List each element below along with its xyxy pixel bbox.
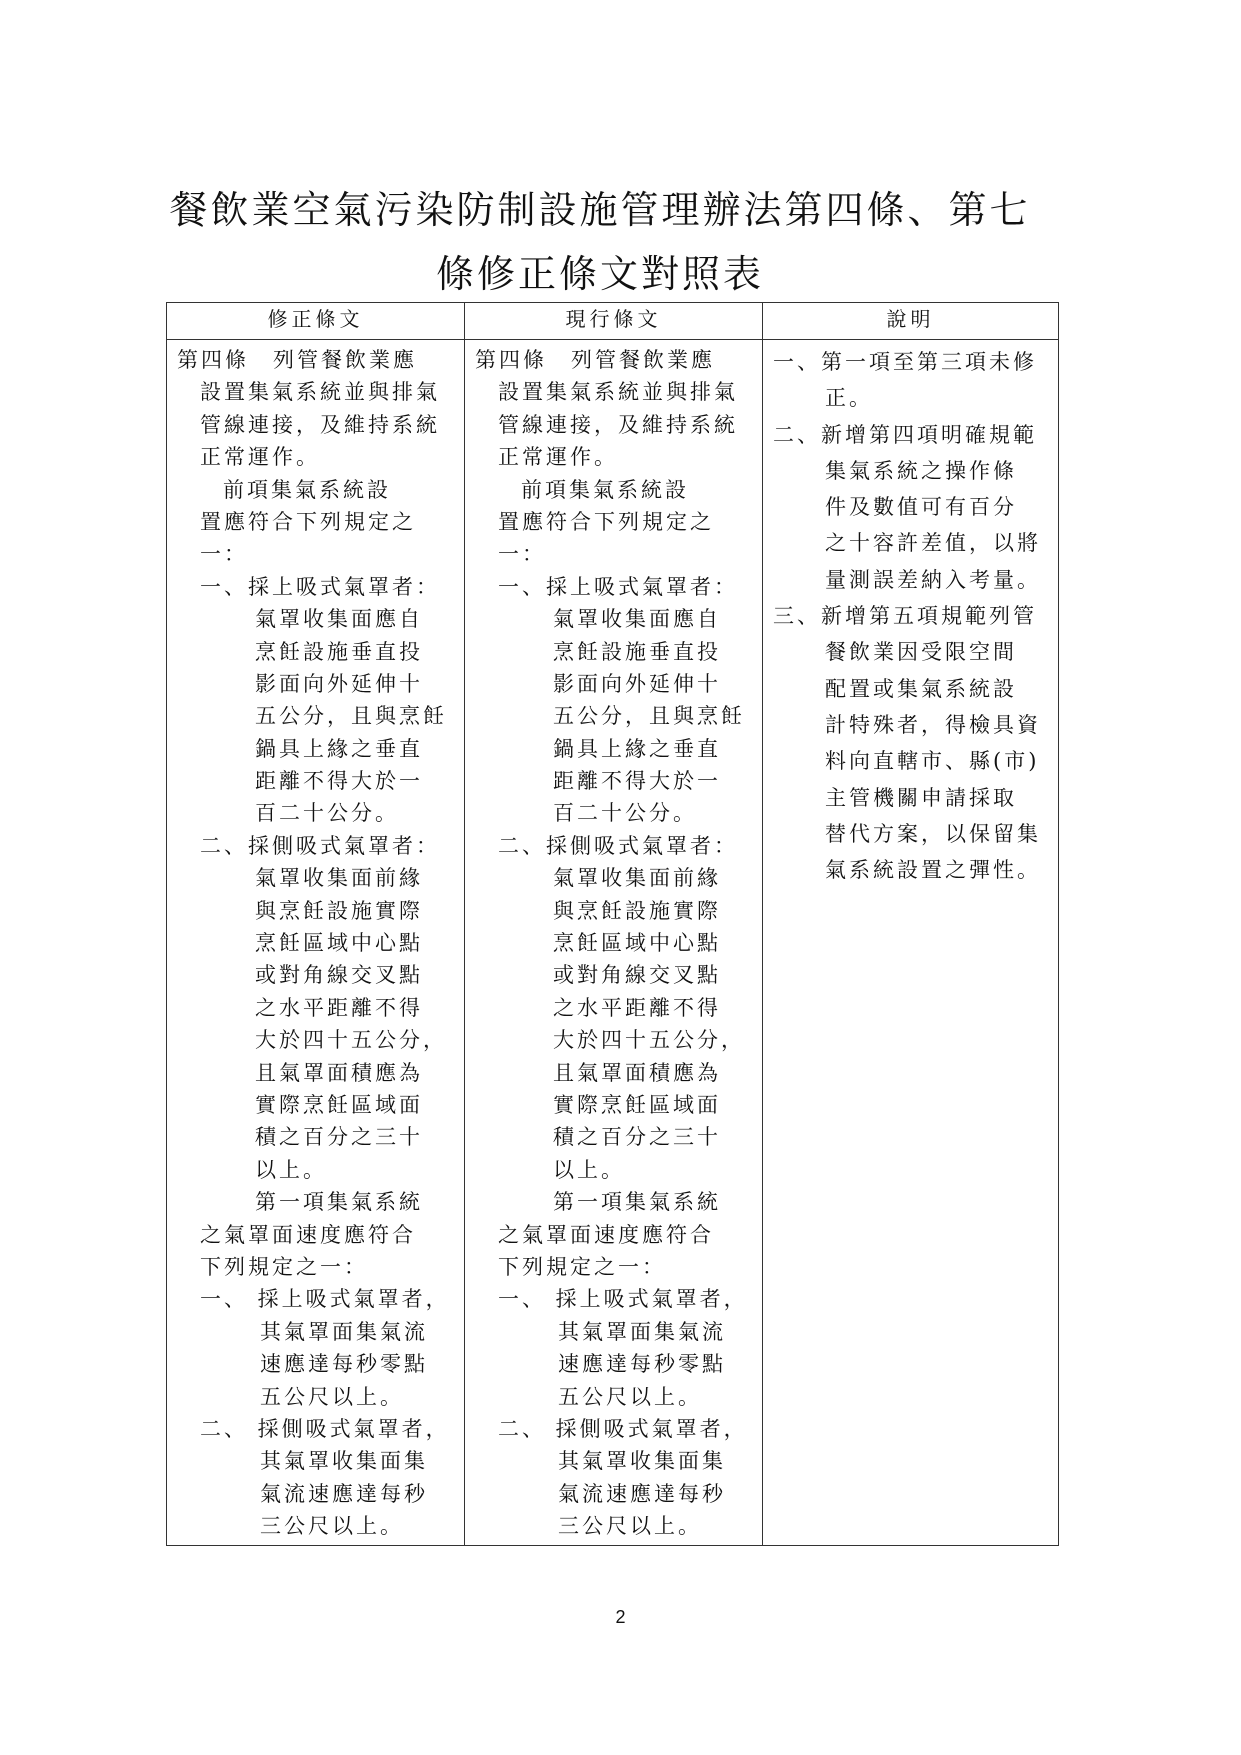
table-body-row (167, 340, 1059, 1546)
amended-line: 速應達每秒零點 (260, 1352, 428, 1377)
amended-line: 第一項集氣系統 (255, 1190, 423, 1215)
header-amended: 修正條文 (167, 303, 465, 340)
title-line-1: 餐飲業空氣污染防制設施管理辦法第四條、第七 (169, 188, 1031, 232)
current-line: 五公尺以上。 (558, 1384, 702, 1409)
current-line: 烹飪區域中心點 (553, 931, 721, 956)
amended-line: 以上。 (255, 1157, 327, 1182)
current-line: 前項集氣系統設 (521, 477, 689, 502)
current-line: 速應達每秒零點 (558, 1352, 726, 1377)
explanation-cell (763, 340, 1059, 1546)
current-line: 或對角線交叉點 (553, 963, 721, 988)
current-line: 鍋具上緣之垂直 (553, 736, 721, 761)
amended-line: 大於四十五公分， (255, 1028, 447, 1053)
explanation-line: 正。 (825, 386, 873, 411)
amended-line: 實際烹飪區域面 (255, 1092, 423, 1117)
amended-line: 之水平距離不得 (255, 995, 423, 1020)
explanation-line: 三、新增第五項規範列管 (773, 604, 1037, 629)
amended-line: 五公尺以上。 (260, 1384, 404, 1409)
explanation-line: 主管機關申請採取 (825, 785, 1017, 810)
amended-line: 一、 採上吸式氣罩者， (200, 1287, 450, 1312)
explanation-line: 替代方案，以保留集 (825, 821, 1041, 846)
current-line: 氣罩收集面應自 (553, 607, 721, 632)
current-line: 以上。 (553, 1157, 625, 1182)
amended-line: 設置集氣系統並與排氣 (200, 380, 440, 405)
amended-line: 管線連接，及維持系統 (200, 412, 440, 437)
amended-line: 氣罩收集面應自 (255, 607, 423, 632)
current-line: 之氣罩面速度應符合 (498, 1222, 714, 1247)
amended-line: 與烹飪設施實際 (255, 898, 423, 923)
current-line: 積之百分之三十 (553, 1125, 721, 1150)
amended-line: 置應符合下列規定之 (200, 509, 416, 534)
explanation-line: 料向直轄市、縣(市) (825, 749, 1040, 774)
page-number: 2 (615, 1607, 626, 1627)
current-line: 第一項集氣系統 (553, 1190, 721, 1215)
amended-line: 正常運作。 (200, 445, 320, 470)
current-line: 百二十公分。 (553, 801, 697, 826)
amended-line: 百二十公分。 (255, 801, 399, 826)
amended-line: 烹飪設施垂直投 (255, 639, 423, 664)
explanation-line: 餐飲業因受限空間 (825, 640, 1017, 665)
amended-line: 氣流速應達每秒 (260, 1481, 428, 1506)
current-line: 三公尺以上。 (558, 1514, 702, 1539)
header-explanation: 說明 (763, 303, 1059, 340)
header-current: 現行條文 (465, 303, 763, 340)
explanation-line: 集氣系統之操作條 (825, 458, 1017, 483)
current-line: 二、 採側吸式氣罩者， (498, 1416, 748, 1441)
explanation-line: 二、新增第四項明確規範 (773, 422, 1037, 447)
amended-line: 一： (200, 542, 248, 567)
current-line: 距離不得大於一 (553, 769, 721, 794)
current-line: 一、 採上吸式氣罩者， (498, 1287, 748, 1312)
current-line: 置應符合下列規定之 (498, 509, 714, 534)
current-line: 二、採側吸式氣罩者： (498, 833, 738, 858)
document-title (150, 178, 1050, 306)
current-line: 一： (498, 542, 546, 567)
explanation-line: 計特殊者，得檢具資 (825, 712, 1041, 737)
current-line: 其氣罩收集面集 (558, 1449, 726, 1474)
amended-line: 下列規定之一： (200, 1254, 368, 1279)
amended-line: 鍋具上緣之垂直 (255, 736, 423, 761)
current-line: 第四條 列管餐飲業應 (475, 348, 715, 372)
explanation-line: 配置或集氣系統設 (825, 676, 1017, 701)
table-header-row (167, 303, 1059, 340)
amended-line: 五公分，且與烹飪 (255, 704, 447, 729)
title-line-2: 條修正條文對照表 (435, 252, 764, 296)
current-line: 其氣罩面集氣流 (558, 1319, 726, 1344)
current-line: 正常運作。 (498, 445, 618, 470)
amended-line: 氣罩收集面前緣 (255, 866, 423, 891)
current-line: 烹飪設施垂直投 (553, 639, 721, 664)
explanation-line: 件及數值可有百分 (825, 495, 1017, 520)
current-text-cell (465, 340, 763, 1546)
comparison-table (166, 302, 1059, 1546)
amended-line: 三公尺以上。 (260, 1514, 404, 1539)
amended-line: 距離不得大於一 (255, 769, 423, 794)
amended-line: 第四條 列管餐飲業應 (177, 348, 417, 372)
explanation-line: 之十容許差值，以將 (825, 531, 1041, 556)
amended-line: 其氣罩收集面集 (260, 1449, 428, 1474)
amended-line: 二、 採側吸式氣罩者， (200, 1416, 450, 1441)
current-line: 實際烹飪區域面 (553, 1092, 721, 1117)
current-line: 下列規定之一： (498, 1254, 666, 1279)
explanation-line: 氣系統設置之彈性。 (825, 858, 1041, 883)
amended-line: 影面向外延伸十 (255, 671, 423, 696)
current-line: 影面向外延伸十 (553, 671, 721, 696)
current-line: 之水平距離不得 (553, 995, 721, 1020)
current-line: 大於四十五公分， (553, 1028, 745, 1053)
current-line: 一、採上吸式氣罩者： (498, 574, 738, 599)
amended-line: 積之百分之三十 (255, 1125, 423, 1150)
amended-line: 或對角線交叉點 (255, 963, 423, 988)
current-line: 設置集氣系統並與排氣 (498, 380, 738, 405)
current-line: 管線連接，及維持系統 (498, 412, 738, 437)
amended-line: 二、採側吸式氣罩者： (200, 833, 440, 858)
explanation-line: 一、第一項至第三項未修 (773, 350, 1037, 374)
amended-line: 其氣罩面集氣流 (260, 1319, 428, 1344)
amended-line: 前項集氣系統設 (223, 477, 391, 502)
explanation-line: 量測誤差納入考量。 (825, 567, 1041, 592)
amended-line: 之氣罩面速度應符合 (200, 1222, 416, 1247)
current-line: 五公分，且與烹飪 (553, 704, 745, 729)
amended-line: 一、採上吸式氣罩者： (200, 574, 440, 599)
current-line: 與烹飪設施實際 (553, 898, 721, 923)
current-line: 氣罩收集面前緣 (553, 866, 721, 891)
current-line: 且氣罩面積應為 (553, 1060, 721, 1085)
current-line: 氣流速應達每秒 (558, 1481, 726, 1506)
amended-line: 且氣罩面積應為 (255, 1060, 423, 1085)
amended-line: 烹飪區域中心點 (255, 931, 423, 956)
amended-text-cell (167, 340, 465, 1546)
